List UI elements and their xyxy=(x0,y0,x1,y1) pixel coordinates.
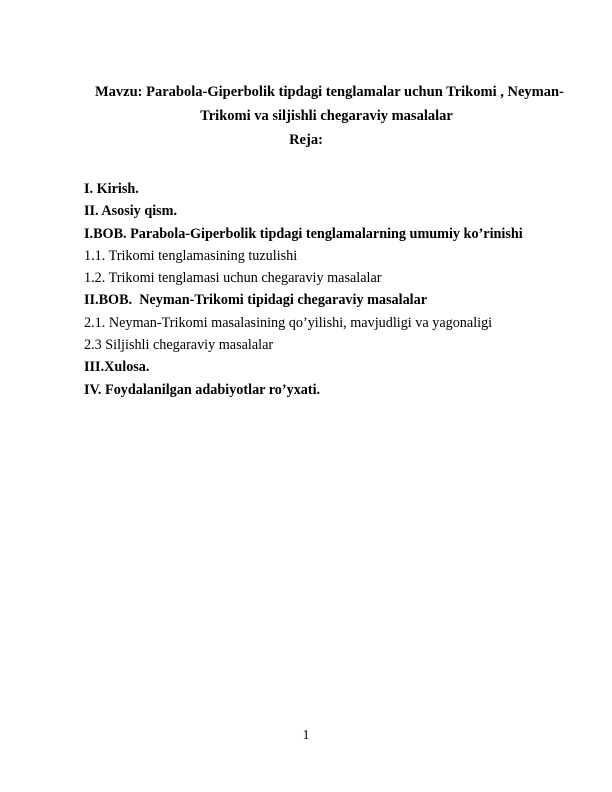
toc-item-asosiy-qism: II. Asosiy qism. xyxy=(84,203,178,220)
toc-item-kirish: I. Kirish. xyxy=(84,181,139,197)
toc-item-1-1: 1.1. Trikomi tenglamasining tuzulishi xyxy=(84,247,298,264)
toc-item-2-1: 2.1. Neyman-Trikomi masalasining qo’yilishi, mavjudligi va yagonaligi xyxy=(84,314,493,331)
plan-heading: Reja: xyxy=(289,132,323,148)
toc-item-adabiyotlar: IV. Foydalanilgan adabiyotlar ro’yxati. xyxy=(84,381,321,398)
page-number: 1 xyxy=(302,727,310,742)
toc-item-bob-2: II.BOB. Neyman-Trikomi tipidagi chegaraviy masalalar xyxy=(84,292,427,309)
toc-item-xulosa: III.Xulosa. xyxy=(84,359,150,376)
toc-item-1-2: 1.2. Trikomi tenglamasi uchun chegaraviy masalalar xyxy=(84,270,382,287)
document-title-line-2: Trikomi va siljishli chegaraviy masalalar xyxy=(200,108,453,124)
document-title-line-1: Mavzu: Parabola-Giperbolik tipdagi tenglamalar uchun Trikomi , Neyman- xyxy=(95,84,564,100)
toc-item-2-3: 2.3 Siljishli chegaraviy masalalar xyxy=(84,337,274,354)
table-of-contents xyxy=(84,178,523,401)
toc-item-bob-1: I.BOB. Parabola-Giperbolik tipdagi tenglamalarning umumiy ko’rinishi xyxy=(84,225,523,242)
